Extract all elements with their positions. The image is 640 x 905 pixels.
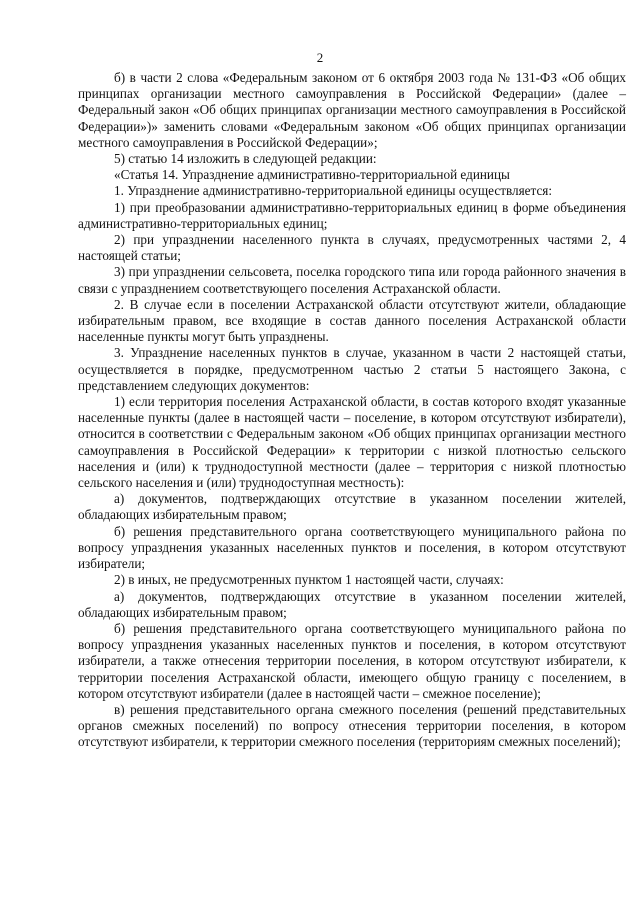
document-body (78, 70, 626, 751)
paragraph: а) документов, подтверждающих отсутствие в указанном поселении жителей, обладающих избирательным правом; (78, 491, 626, 523)
paragraph: 1) если территория поселения Астраханской области, в состав которого входят указанные населенные пункты (далее в настоящей части – поселение, в котором отсутствуют избиратели), относится в соответствии с Федеральным законом «Об общих принципах организации местного самоуправления в Российской Федерации» к территории с низкой плотностью сельского населения и (или) к труднодоступной местности (далее – территория с низкой плотностью сельского населения и (или) труднодоступная местность): (78, 394, 626, 491)
paragraph: 2. В случае если в поселении Астраханской области отсутствуют жители, обладающие избирательным правом, все входящие в состав данного поселения Астраханской области населенные пункты могут быть упразднены. (78, 296, 626, 345)
paragraph: 2) при упразднении населенного пункта в случаях, предусмотренных частями 2, 4 настоящей статьи; (78, 232, 626, 264)
paragraph: 3) при упразднении сельсовета, поселка городского типа или города районного значения в связи с упразднением соответствующего поселения Астраханской области. (78, 264, 626, 296)
paragraph: а) документов, подтверждающих отсутствие в указанном поселении жителей, обладающих избирательным правом; (78, 588, 626, 620)
paragraph: 1. Упразднение административно-территориальной единицы осуществляется: (114, 183, 553, 199)
paragraph: 1) при преобразовании административно-территориальных единиц в форме объединения административно-территориальных единиц; (78, 199, 626, 231)
page-number: 2 (316, 50, 324, 65)
paragraph: б) в части 2 слова «Федеральным законом от 6 октября 2003 года № 131-ФЗ «Об общих принципах организации местного самоуправления в Российской Федерации» (далее – Федеральный закон «Об общих принципах организации местного самоуправления в Российской Федерации»)» заменить словами «Федеральным законом «Об общих принципах организации местного самоуправления в Российской Федерации»; (78, 70, 626, 150)
paragraph: б) решения представительного органа соответствующего муниципального района по вопросу упразднения указанных населенных пунктов и поселения, в котором отсутствуют избиратели; (78, 523, 626, 572)
paragraph: 2) в иных, не предусмотренных пунктом 1 настоящей части, случаях: (114, 572, 504, 588)
paragraph: «Статья 14. Упразднение административно-территориальной единицы (114, 167, 510, 183)
paragraph: в) решения представительного органа смежного поселения (решений представительных органов смежных поселений) по вопросу отнесения территории поселения, в котором отсутствуют избиратели, к территории смежного поселения (территориям смежных поселений); (78, 701, 626, 750)
paragraph: 5) статью 14 изложить в следующей редакции: (114, 151, 377, 167)
paragraph: б) решения представительного органа соответствующего муниципального района по вопросу упразднения указанных населенных пунктов и поселения, в котором отсутствуют избиратели, а также отнесения территории поселения, в котором отсутствуют избиратели, к территории поселения Астраханской области, имеющего общую границу с поселением, в котором отсутствуют избиратели (далее в настоящей части – смежное поселение); (78, 620, 626, 701)
paragraph: 3. Упразднение населенных пунктов в случае, указанном в части 2 настоящей статьи, осуществляется в порядке, предусмотренном частью 2 статьи 5 настоящего Закона, с представлением следующих документов: (78, 345, 626, 393)
